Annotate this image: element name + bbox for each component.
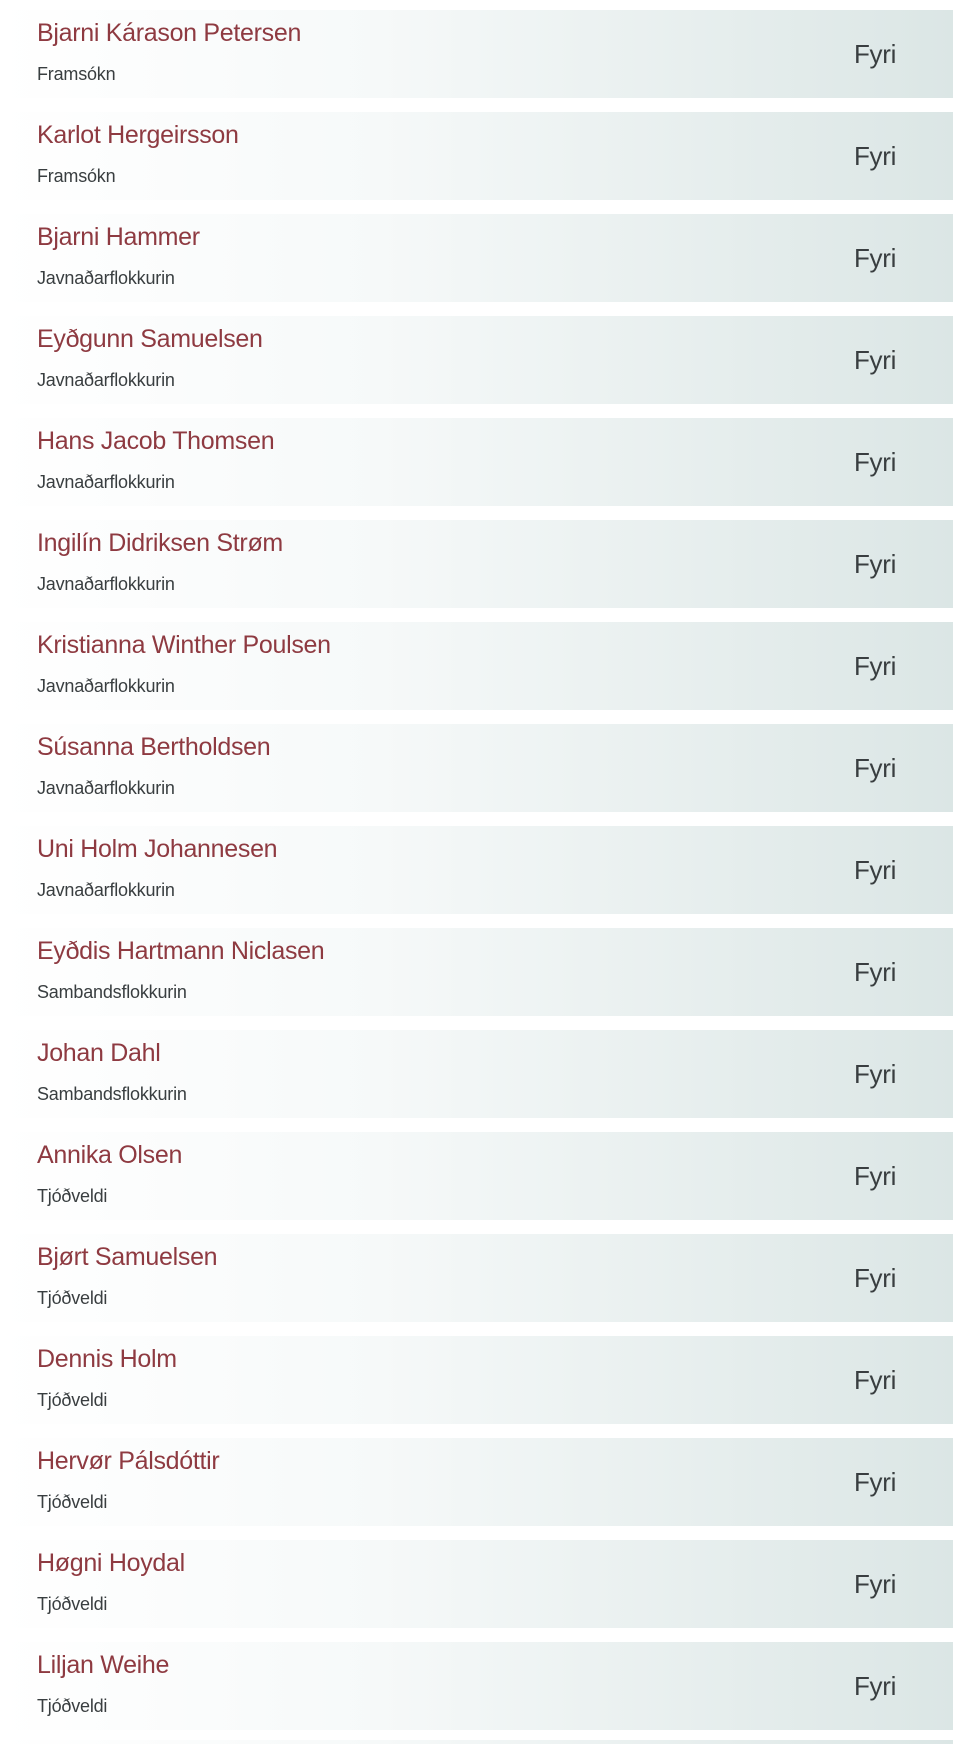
vote-cell: [797, 112, 953, 200]
vote-value: Fyri: [853, 548, 897, 579]
member-party: Tjóðveldi: [37, 1594, 108, 1614]
member-info: [0, 316, 797, 404]
vote-cell: [797, 1336, 953, 1424]
member-party: Tjóðveldi: [37, 1390, 108, 1410]
vote-value: Fyri: [853, 1466, 897, 1497]
vote-row[interactable]: [0, 112, 953, 200]
member-name-link[interactable]: Hans Jacob Thomsen: [37, 427, 275, 455]
vote-cell: [797, 1132, 953, 1220]
member-info: [0, 928, 797, 1016]
vote-value: Fyri: [853, 1670, 897, 1701]
member-info: [0, 724, 797, 812]
member-party: Javnaðarflokkurin: [37, 676, 175, 696]
member-name-link[interactable]: Súsanna Bertholdsen: [37, 733, 271, 761]
member-info: [0, 1132, 797, 1220]
vote-row-partial[interactable]: [0, 1740, 953, 1744]
vote-cell: [797, 1234, 953, 1322]
member-name-link[interactable]: Eyðgunn Samuelsen: [37, 325, 263, 353]
vote-row[interactable]: [0, 1438, 953, 1526]
vote-value: Fyri: [853, 1364, 897, 1395]
vote-row[interactable]: [0, 1336, 953, 1424]
vote-row[interactable]: [0, 928, 953, 1016]
vote-value: Fyri: [853, 446, 897, 477]
member-party: Javnaðarflokkurin: [37, 472, 175, 492]
vote-cell: [797, 1540, 953, 1628]
member-name-link[interactable]: Høgni Hoydal: [37, 1549, 185, 1577]
vote-row[interactable]: [0, 1642, 953, 1730]
member-party: Javnaðarflokkurin: [37, 370, 175, 390]
vote-cell: [797, 520, 953, 608]
vote-cell: [797, 316, 953, 404]
member-party: Tjóðveldi: [37, 1492, 108, 1512]
member-info: [0, 214, 797, 302]
vote-cell: [797, 724, 953, 812]
member-info: [0, 826, 797, 914]
vote-value: Fyri: [853, 1058, 897, 1089]
member-info: [0, 622, 797, 710]
vote-value: Fyri: [853, 1568, 897, 1599]
vote-cell: [797, 214, 953, 302]
member-name-link[interactable]: Dennis Holm: [37, 1345, 177, 1373]
member-name-link[interactable]: Johan Dahl: [37, 1039, 161, 1067]
vote-row[interactable]: [0, 622, 953, 710]
member-name-link[interactable]: Kristianna Winther Poulsen: [37, 631, 331, 659]
member-party: Tjóðveldi: [37, 1696, 108, 1716]
member-name-link[interactable]: Bjørt Samuelsen: [37, 1243, 218, 1271]
member-name-link[interactable]: Eyðdis Hartmann Niclasen: [37, 937, 325, 965]
vote-cell: [797, 1642, 953, 1730]
member-name-link[interactable]: Bjarni Hammer: [37, 223, 200, 251]
member-info: [0, 112, 797, 200]
vote-row[interactable]: [0, 214, 953, 302]
member-info: [0, 418, 797, 506]
vote-row[interactable]: [0, 1234, 953, 1322]
vote-value: Fyri: [853, 242, 897, 273]
vote-row[interactable]: [0, 10, 953, 98]
vote-value: Fyri: [853, 956, 897, 987]
member-info: [0, 1438, 797, 1526]
member-party: Framsókn: [37, 64, 116, 84]
vote-cell: [797, 10, 953, 98]
vote-value: Fyri: [853, 38, 897, 69]
member-name-link[interactable]: Ingilín Didriksen Strøm: [37, 529, 283, 557]
vote-value: Fyri: [853, 344, 897, 375]
member-name-link[interactable]: Hervør Pálsdóttir: [37, 1447, 220, 1475]
member-party: Framsókn: [37, 166, 116, 186]
vote-cell: [797, 418, 953, 506]
member-info: [0, 10, 797, 98]
member-party: Sambandsflokkurin: [37, 1084, 187, 1104]
member-info: [0, 1030, 797, 1118]
member-party: Sambandsflokkurin: [37, 982, 187, 1002]
member-info: [0, 520, 797, 608]
member-info: [0, 1540, 797, 1628]
member-name-link[interactable]: Karlot Hergeirsson: [37, 121, 239, 149]
member-party: Javnaðarflokkurin: [37, 268, 175, 288]
member-info: [0, 1642, 797, 1730]
vote-value: Fyri: [853, 650, 897, 681]
vote-cell: [797, 1438, 953, 1526]
vote-row[interactable]: [0, 826, 953, 914]
vote-row[interactable]: [0, 1132, 953, 1220]
vote-value: Fyri: [853, 140, 897, 171]
vote-cell: [797, 928, 953, 1016]
member-info: [0, 1336, 797, 1424]
member-name-link[interactable]: Annika Olsen: [37, 1141, 183, 1169]
member-party: Tjóðveldi: [37, 1186, 108, 1206]
member-party: Javnaðarflokkurin: [37, 574, 175, 594]
vote-cell: [797, 622, 953, 710]
vote-value: Fyri: [853, 1262, 897, 1293]
vote-row[interactable]: [0, 724, 953, 812]
vote-row[interactable]: [0, 1540, 953, 1628]
member-name-link[interactable]: Uni Holm Johannesen: [37, 835, 278, 863]
vote-cell: [797, 826, 953, 914]
member-party: Tjóðveldi: [37, 1288, 108, 1308]
vote-value: Fyri: [853, 1160, 897, 1191]
vote-cell: [797, 1030, 953, 1118]
vote-row[interactable]: [0, 316, 953, 404]
member-info: [0, 1234, 797, 1322]
vote-value: Fyri: [853, 854, 897, 885]
vote-value: Fyri: [853, 752, 897, 783]
member-name-link[interactable]: Liljan Weihe: [37, 1651, 170, 1679]
member-party: Javnaðarflokkurin: [37, 880, 175, 900]
vote-row[interactable]: [0, 520, 953, 608]
vote-row[interactable]: [0, 418, 953, 506]
vote-row[interactable]: [0, 1030, 953, 1118]
member-party: Javnaðarflokkurin: [37, 778, 175, 798]
member-name-link[interactable]: Bjarni Kárason Petersen: [37, 19, 302, 47]
